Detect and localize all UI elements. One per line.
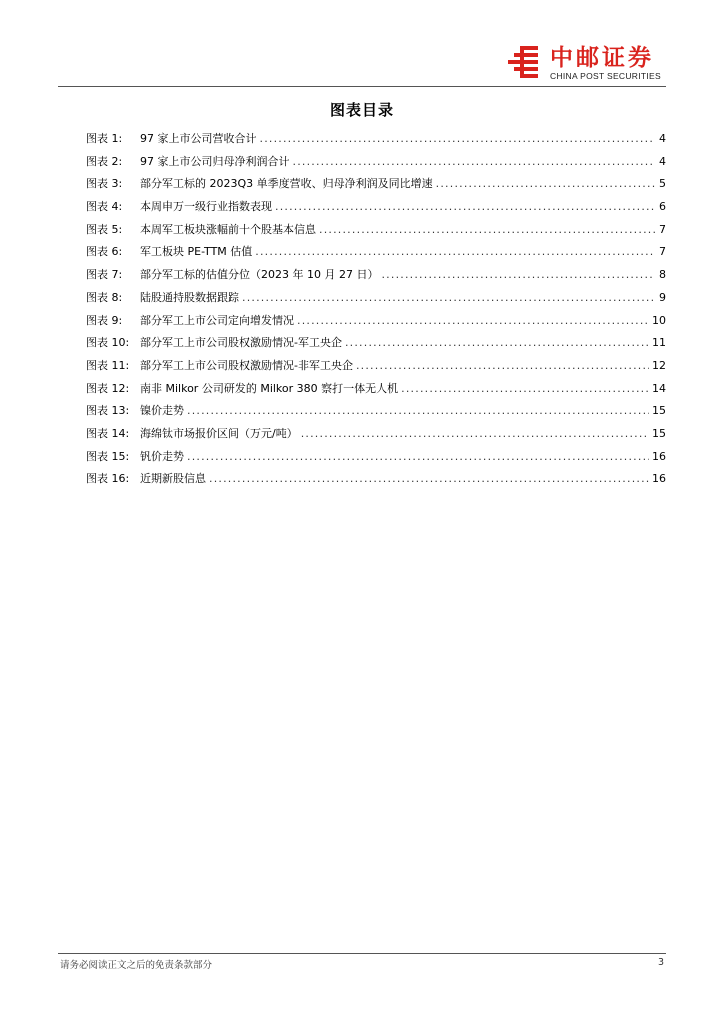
toc-item-leader [260, 128, 656, 151]
toc-title: 图表目录 [329, 101, 394, 119]
toc-item-label: 图表 13: [86, 404, 130, 418]
toc-item[interactable] [86, 332, 666, 355]
brand-logo [506, 44, 666, 84]
toc-item-title: 97 家上市公司营收合计 [140, 132, 257, 145]
toc-item[interactable] [86, 219, 666, 242]
toc-item-page: 15 [652, 426, 666, 440]
toc-item-title: 部分军工上市公司股权激励情况-非军工央企 [140, 358, 353, 372]
toc-item-label: 图表 15: [86, 449, 130, 463]
toc-item-title: 部分军工上市公司股权激励情况-军工央企 [140, 336, 342, 350]
toc-item[interactable] [86, 468, 666, 491]
toc-item-label: 图表 16: [86, 472, 130, 486]
toc-item-title: 本周军工板块涨幅前十个股基本信息 [140, 222, 316, 236]
toc-item-leader [319, 219, 655, 242]
toc-item-page: 14 [652, 381, 666, 395]
toc-item-leader [187, 400, 649, 423]
toc-item-leader [345, 332, 649, 355]
toc-list [86, 128, 666, 491]
toc-item[interactable] [86, 287, 666, 310]
toc-item-label: 图表 4: [86, 200, 123, 214]
toc-item-leader [293, 151, 656, 174]
toc-item-label: 图表 3: [86, 177, 123, 191]
toc-item-page: 4 [659, 132, 666, 145]
toc-item-page: 9 [659, 290, 666, 304]
page-number: 3 [657, 957, 664, 968]
toc-item-leader [209, 468, 649, 491]
toc-item-title: 本周申万一级行业指数表现 [140, 200, 272, 214]
toc-item[interactable] [86, 446, 666, 469]
toc-item-leader [297, 310, 649, 333]
toc-item-title: 钒价走势 [140, 449, 184, 463]
toc-item[interactable] [86, 241, 666, 264]
toc-item-page: 16 [652, 472, 666, 486]
brand-name-en: CHINA POST SECURITIES [550, 71, 661, 81]
toc-item-leader [275, 196, 655, 219]
toc-item-leader [187, 446, 649, 469]
toc-item[interactable] [86, 196, 666, 219]
toc-item-label: 图表 9: [86, 313, 123, 327]
toc-item[interactable] [86, 264, 666, 287]
toc-item-leader [436, 173, 655, 196]
toc-item-label: 图表 10: [86, 336, 130, 350]
toc-item-page: 16 [652, 449, 666, 463]
toc-item-leader [301, 423, 649, 446]
toc-item-title: 军工板块 PE-TTM 估值 [140, 245, 253, 259]
toc-item-page: 15 [652, 404, 666, 418]
toc-item-leader [401, 378, 649, 401]
toc-item-title: 陆股通持股数据跟踪 [140, 290, 239, 304]
toc-item-label: 图表 6: [86, 245, 123, 259]
toc-item-page: 6 [659, 200, 666, 214]
toc-item-title: 部分军工标的 2023Q3 单季度营收、归母净利润及同比增速 [140, 177, 433, 191]
toc-item-title: 南非 Milkor 公司研发的 Milkor 380 察打一体无人机 [140, 381, 399, 395]
toc-item[interactable] [86, 400, 666, 423]
toc-item-label: 图表 1: [86, 132, 123, 145]
toc-item-page: 11 [652, 336, 666, 350]
header-divider [58, 86, 666, 87]
toc-item-title: 镍价走势 [140, 404, 184, 418]
toc-item[interactable] [86, 423, 666, 446]
toc-item-page: 7 [659, 245, 666, 259]
toc-item[interactable] [86, 310, 666, 333]
toc-item-page: 7 [659, 222, 666, 236]
toc-item-leader [255, 241, 655, 264]
china-post-logo-icon [506, 44, 540, 80]
toc-item-page: 10 [652, 313, 666, 327]
brand-name-cn: 中邮证券 [550, 45, 654, 71]
toc-item-title: 近期新股信息 [140, 472, 206, 486]
toc-item-label: 图表 2: [86, 154, 123, 168]
toc-item[interactable] [86, 173, 666, 196]
toc-item-leader [242, 287, 655, 310]
toc-item-label: 图表 11: [86, 358, 130, 372]
toc-item[interactable] [86, 378, 666, 401]
toc-item-page: 8 [659, 268, 666, 282]
footer-divider [58, 953, 666, 954]
toc-item[interactable] [86, 151, 666, 174]
toc-item-label: 图表 5: [86, 222, 123, 236]
toc-item-page: 5 [659, 177, 666, 191]
toc-item-leader [381, 264, 655, 287]
toc-item-label: 图表 7: [86, 268, 123, 282]
toc-item-label: 图表 14: [86, 426, 130, 440]
toc-item-title: 部分军工上市公司定向增发情况 [140, 313, 294, 327]
toc-item[interactable] [86, 355, 666, 378]
toc-item-title: 97 家上市公司归母净利润合计 [140, 154, 290, 168]
toc-item-label: 图表 8: [86, 290, 123, 304]
toc-item-title: 部分军工标的估值分位（2023 年 10 月 27 日） [140, 268, 379, 282]
disclaimer-note: 请务必阅读正文之后的免责条款部分 [60, 960, 213, 971]
toc-item-page: 4 [659, 154, 666, 168]
toc-item-page: 12 [652, 358, 666, 372]
toc-item-label: 图表 12: [86, 381, 130, 395]
toc-item-leader [356, 355, 649, 378]
toc-item-title: 海绵钛市场报价区间（万元/吨） [140, 426, 298, 440]
toc-item[interactable] [86, 128, 666, 151]
